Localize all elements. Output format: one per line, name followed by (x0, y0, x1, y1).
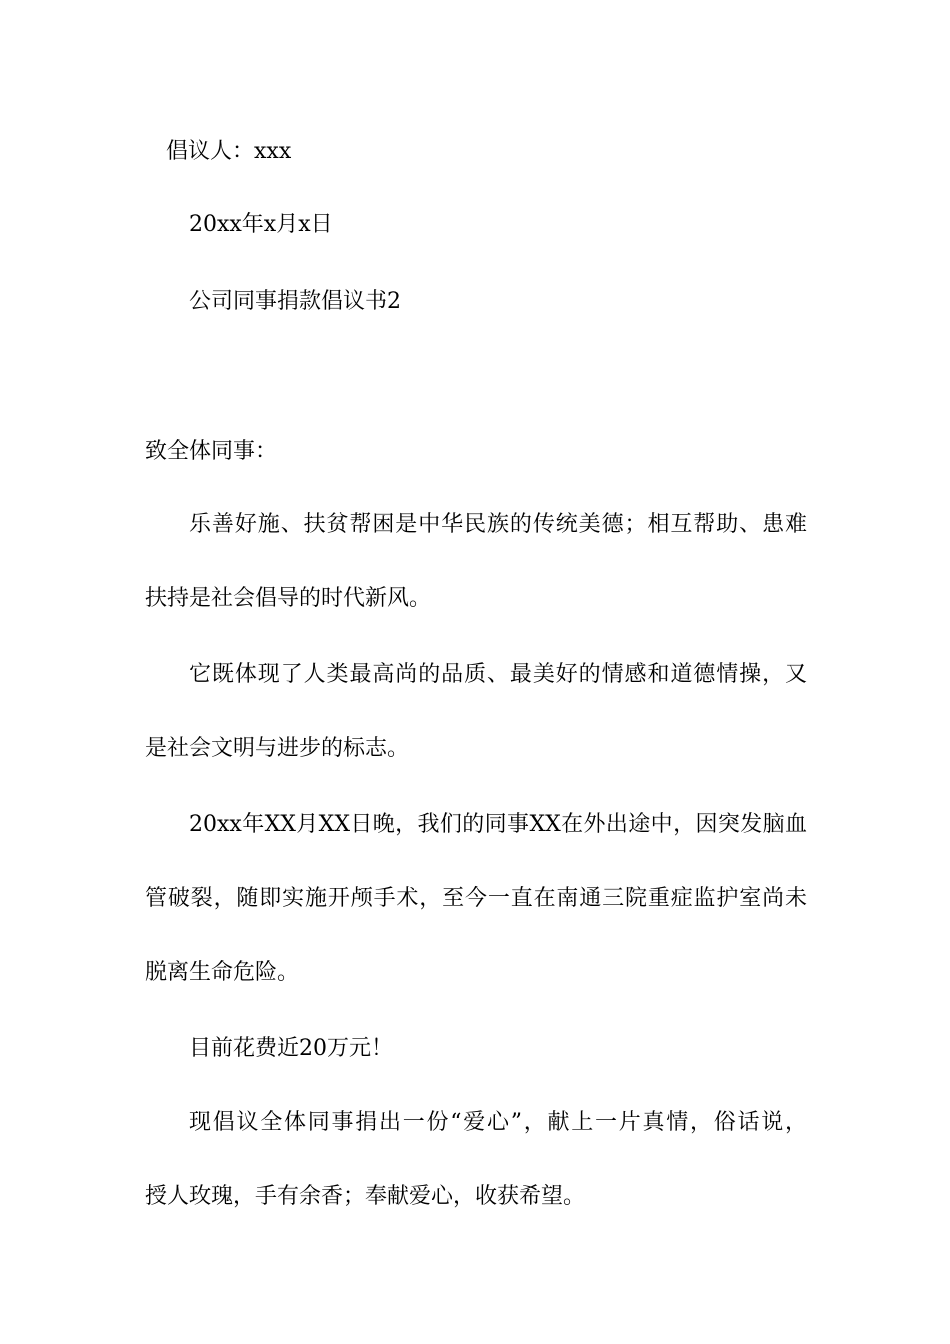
section-title: 公司同事捐款倡议书2 (189, 289, 401, 314)
signer-line: 倡议人：xxx (166, 139, 292, 164)
paragraph-3-line-2: 管破裂，随即实施开颅手术，至今一直在南通三院重症监护室尚未 (145, 886, 807, 911)
paragraph-2-line-1: 它既体现了人类最高尚的品质、最美好的情感和道德情操，又 (189, 662, 807, 687)
paragraph-2-line-2: 是社会文明与进步的标志。 (145, 736, 410, 761)
paragraph-3-line-3: 脱离生命危险。 (145, 960, 300, 985)
paragraph-4-line-1: 目前花费近20万元！ (189, 1036, 393, 1061)
paragraph-1-line-2: 扶持是社会倡导的时代新风。 (145, 586, 432, 611)
paragraph-1-line-1: 乐善好施、扶贫帮困是中华民族的传统美德；相互帮助、患难 (189, 512, 807, 537)
paragraph-5-line-1: 现倡议全体同事捐出一份“爱心”，献上一片真情，俗话说， (189, 1110, 807, 1135)
date-line: 20xx年x月x日 (189, 212, 333, 237)
salutation: 致全体同事： (145, 439, 278, 464)
paragraph-3-line-1: 20xx年XX月XX日晚，我们的同事XX在外出途中，因突发脑血 (189, 812, 807, 837)
paragraph-5-line-2: 授人玫瑰，手有余香；奉献爱心，收获希望。 (145, 1184, 586, 1209)
